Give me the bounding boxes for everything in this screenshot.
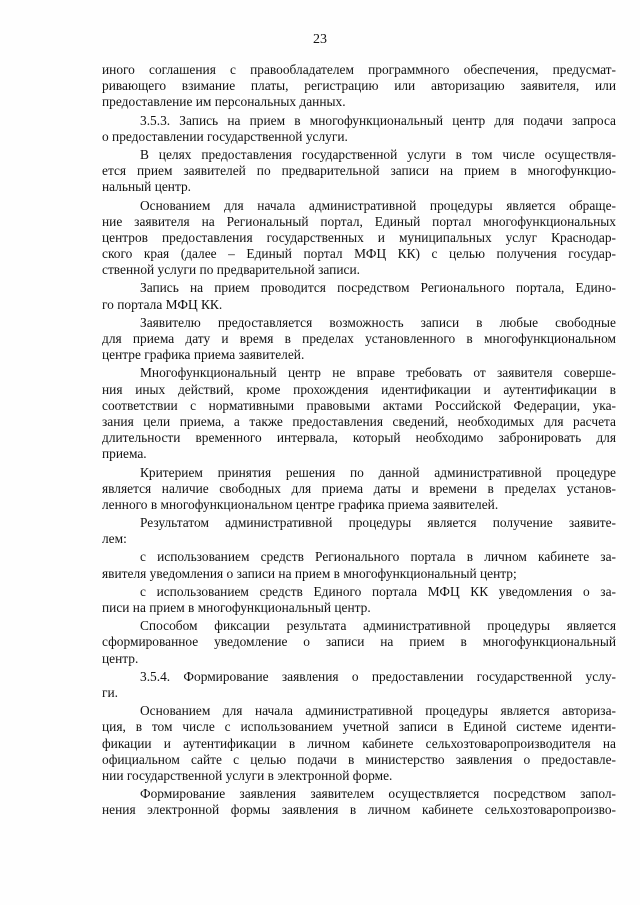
text-line: для приема дату и время в пределах установленного в многофункциональном xyxy=(102,331,616,346)
document-body xyxy=(102,62,616,820)
text-line: Запись на прием проводится посредством Регионального портала, Едино- xyxy=(140,280,616,296)
text-line: лем: xyxy=(102,531,127,547)
paragraph xyxy=(102,515,616,547)
text-line: иного соглашения с правообладателем программного обеспечения, предусмат- xyxy=(102,62,616,77)
text-line: ственной услуги по предварительной записи. xyxy=(102,262,360,278)
text-line: нальный центр. xyxy=(102,179,192,195)
text-line: нии государственной услуги в электронной форме. xyxy=(102,767,393,783)
paragraph xyxy=(102,669,616,701)
text-line: ется прием заявителей по предварительной записи на прием в многофункцио- xyxy=(102,163,616,179)
text-line: с использованием средств Единого портала МФЦ КК уведомления о за- xyxy=(140,583,616,599)
text-line: 3.5.3. Запись на прием в многофункциональный центр для подачи запроса xyxy=(140,112,616,128)
paragraph xyxy=(102,786,616,818)
paragraph xyxy=(102,703,616,784)
paragraph xyxy=(102,62,616,111)
text-line: длительности временного интервала, который необходимо забронировать для xyxy=(102,430,616,446)
paragraph xyxy=(102,584,616,616)
text-line: соответствии с нормативными правовыми актами Российской Федерации, ука- xyxy=(102,397,616,413)
text-line: центров предоставления государственных и муниципальных услуг Краснодар- xyxy=(102,229,616,245)
text-line: о предоставлении государственной услуги. xyxy=(102,128,348,144)
text-line: В целях предоставления государственной услуги в том числе осуществля- xyxy=(140,146,616,162)
text-line: Способом фиксации результата административной процедуры является xyxy=(140,618,616,634)
text-line: предоставление им персональных данных. xyxy=(102,94,346,110)
text-line: ского края (далее – Единый портал МФЦ КК) с целью получения государ- xyxy=(102,246,616,262)
text-line: го портала МФЦ КК. xyxy=(102,296,223,312)
paragraph xyxy=(102,147,616,196)
text-line: сформированное уведомление о записи на прием в многофункциональный xyxy=(102,634,616,650)
text-line: центр. xyxy=(102,650,139,666)
text-line: 3.5.4. Формирование заявления о предоставлении государственной услу- xyxy=(140,668,616,684)
text-line: ние заявителя на Региональный портал, Единый портал многофункциональных xyxy=(102,213,616,229)
paragraph xyxy=(102,549,616,581)
page-number: 23 xyxy=(313,32,327,47)
paragraph xyxy=(102,365,616,462)
text-line: с использованием средств Регионального портала в личном кабинете за- xyxy=(140,549,616,565)
text-line: официальном сайте с целью подачи в министерство заявления о предоставле- xyxy=(102,751,616,767)
text-line: фикации и аутентификации в личном кабинете сельхозтоваропроизводителя на xyxy=(102,735,616,751)
text-line: нения электронной формы заявления в личном кабинете сельхозтоваропроизво- xyxy=(102,802,616,818)
text-line: центре графика приема заявителей. xyxy=(102,347,305,363)
text-line: явителя уведомления о записи на прием в многофункциональный центр; xyxy=(102,565,517,581)
text-line: ция, в том числе с использованием учетной записи в Единой системе иденти- xyxy=(102,719,616,735)
paragraph xyxy=(102,465,616,514)
paragraph xyxy=(102,618,616,667)
text-line: является наличие свободных для приема даты и времени в пределах установ- xyxy=(102,480,616,496)
text-line: писи на прием в многофункциональный центр. xyxy=(102,600,371,615)
text-line: ги. xyxy=(102,684,119,700)
text-line: Заявителю предоставляется возможность записи в любые свободные xyxy=(140,314,616,330)
text-line: Многофункциональный центр не вправе требовать от заявителя соверше- xyxy=(140,365,616,381)
text-line: Основанием для начала административной процедуры является авториза- xyxy=(140,703,616,719)
text-line: Результатом административной процедуры является получение заявите- xyxy=(140,515,616,531)
paragraph xyxy=(102,113,616,145)
text-line: Формирование заявления заявителем осуществляется посредством запол- xyxy=(140,786,616,802)
paragraph xyxy=(102,198,616,279)
paragraph xyxy=(102,280,616,312)
paragraph xyxy=(102,315,616,364)
text-line: ленного в многофункциональном центре графика приема заявителей. xyxy=(102,496,499,512)
text-line: ривающего взимание платы, регистрацию или авторизацию заявителя, или xyxy=(102,78,616,94)
text-line: приема. xyxy=(102,446,147,462)
text-line: Основанием для начала административной процедуры является обраще- xyxy=(140,197,616,213)
text-line: ния иных действий, кроме прохождения идентификации и аутентификации в xyxy=(102,381,616,397)
text-line: Критерием принятия решения по данной административной процедуре xyxy=(140,464,616,480)
text-line: зания цели приема, а также предоставления сведений, необходимых для расчета xyxy=(102,413,616,429)
